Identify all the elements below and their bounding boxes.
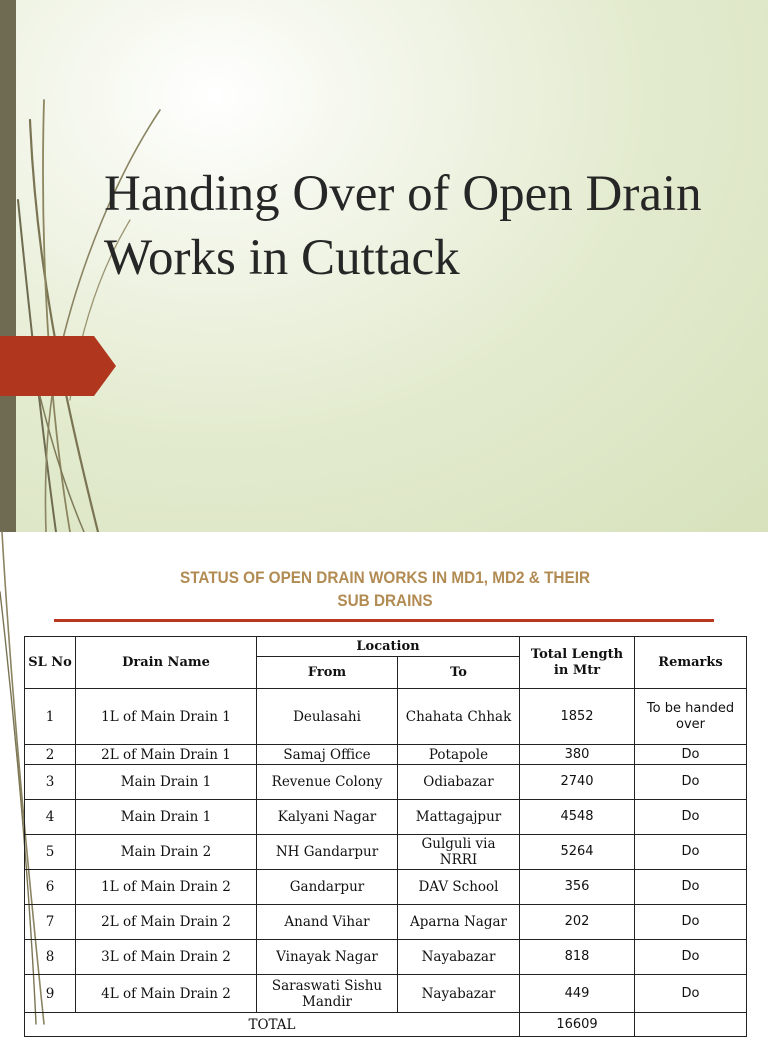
cell-remarks: Do	[635, 870, 747, 905]
header-sl-no: SL No	[25, 637, 76, 689]
cell-drain-name: 2L of Main Drain 2	[76, 905, 257, 940]
cell-drain-name: 2L of Main Drain 1	[76, 745, 257, 765]
cell-from: Vinayak Nagar	[257, 940, 398, 975]
cell-sl: 7	[25, 905, 76, 940]
cell-drain-name: 1L of Main Drain 1	[76, 689, 257, 745]
cell-drain-name: 4L of Main Drain 2	[76, 975, 257, 1013]
table-row	[25, 745, 747, 765]
cell-remarks: Do	[635, 745, 747, 765]
cell-remarks: Do	[635, 835, 747, 870]
cell-sl: 5	[25, 835, 76, 870]
cell-length: 380	[520, 745, 635, 765]
cell-total-label: TOTAL	[25, 1013, 520, 1037]
cell-sl: 8	[25, 940, 76, 975]
table-row	[25, 905, 747, 940]
cell-remarks: Do	[635, 905, 747, 940]
table-row	[25, 870, 747, 905]
arrow-tab-icon	[0, 336, 116, 396]
cell-to: Chahata Chhak	[398, 689, 520, 745]
cell-remarks: Do	[635, 765, 747, 800]
drain-status-table	[24, 636, 747, 1037]
header-location: Location	[257, 637, 520, 657]
header-remarks: Remarks	[635, 637, 747, 689]
cell-to: Potapole	[398, 745, 520, 765]
cell-remarks: Do	[635, 975, 747, 1013]
table-row	[25, 975, 747, 1013]
cell-sl: 4	[25, 800, 76, 835]
table-row	[25, 940, 747, 975]
cell-length: 1852	[520, 689, 635, 745]
cell-sl: 2	[25, 745, 76, 765]
cell-remarks: To be handed over	[635, 689, 747, 745]
cell-to: DAV School	[398, 870, 520, 905]
cell-from: Anand Vihar	[257, 905, 398, 940]
cell-to: Gulguli via NRRI	[398, 835, 520, 870]
cell-from: Gandarpur	[257, 870, 398, 905]
cell-total-remarks	[635, 1013, 747, 1037]
table-slide	[0, 532, 768, 1033]
table-total-row	[25, 1013, 747, 1037]
cell-length: 5264	[520, 835, 635, 870]
header-total-length: Total Length in Mtr	[520, 637, 635, 689]
slide-title: Handing Over of Open Drain Works in Cuttack	[104, 166, 702, 286]
cell-drain-name: 3L of Main Drain 2	[76, 940, 257, 975]
table-row	[25, 689, 747, 745]
cell-sl: 3	[25, 765, 76, 800]
cell-total-value: 16609	[520, 1013, 635, 1037]
cell-to: Nayabazar	[398, 975, 520, 1013]
cell-sl: 9	[25, 975, 76, 1013]
table-heading-line2: SUB DRAINS	[337, 591, 433, 610]
cell-length: 449	[520, 975, 635, 1013]
table-heading-line1: STATUS OF OPEN DRAIN WORKS IN MD1, MD2 & THEIR	[179, 568, 590, 587]
cell-remarks: Do	[635, 940, 747, 975]
cell-drain-name: Main Drain 1	[76, 800, 257, 835]
cell-to: Mattagajpur	[398, 800, 520, 835]
cell-from: NH Gandarpur	[257, 835, 398, 870]
cell-drain-name: Main Drain 1	[76, 765, 257, 800]
cell-to: Aparna Nagar	[398, 905, 520, 940]
left-accent-bar	[0, 0, 16, 532]
cell-from: Kalyani Nagar	[257, 800, 398, 835]
cell-length: 818	[520, 940, 635, 975]
header-from: From	[257, 657, 398, 689]
heading-divider	[54, 619, 714, 622]
cell-length: 202	[520, 905, 635, 940]
cell-length: 2740	[520, 765, 635, 800]
cell-drain-name: Main Drain 2	[76, 835, 257, 870]
cell-length: 356	[520, 870, 635, 905]
header-drain-name: Drain Name	[76, 637, 257, 689]
table-heading	[93, 566, 678, 612]
cell-from: Revenue Colony	[257, 765, 398, 800]
table-row	[25, 835, 747, 870]
cell-sl: 1	[25, 689, 76, 745]
cell-from: Samaj Office	[257, 745, 398, 765]
cell-length: 4548	[520, 800, 635, 835]
cell-to: Nayabazar	[398, 940, 520, 975]
cell-from: Deulasahi	[257, 689, 398, 745]
table-row	[25, 800, 747, 835]
cell-sl: 6	[25, 870, 76, 905]
table-row	[25, 765, 747, 800]
cell-to: Odiabazar	[398, 765, 520, 800]
cell-remarks: Do	[635, 800, 747, 835]
header-to: To	[398, 657, 520, 689]
cell-from: Saraswati Sishu Mandir	[257, 975, 398, 1013]
cell-drain-name: 1L of Main Drain 2	[76, 870, 257, 905]
